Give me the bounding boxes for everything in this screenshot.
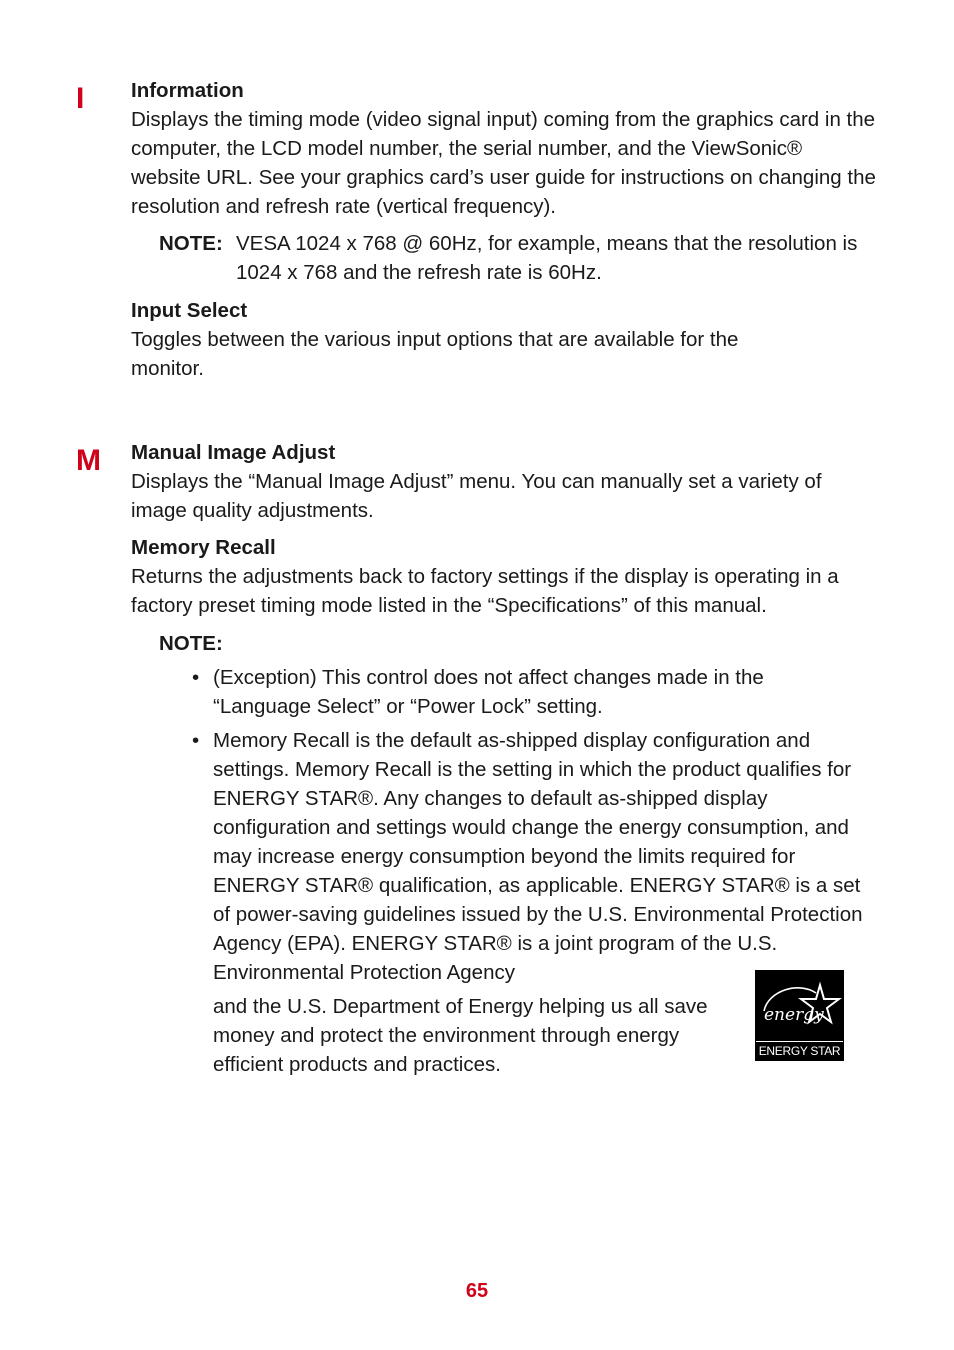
input-select-body: Toggles between the various input options that are available for the monitor.	[131, 328, 739, 380]
information-note	[159, 229, 879, 287]
energy-star-icon	[758, 973, 843, 1042]
note-label: NOTE:	[159, 632, 223, 655]
memory-recall-body: Returns the adjustments back to factory settings if the display is operating in a factory preset timing mode listed in the “Specifications” of this manual.	[131, 565, 839, 617]
information-heading: Information	[131, 79, 244, 102]
section-letter-m: M	[76, 444, 101, 477]
information-section	[131, 76, 879, 221]
note-text: VESA 1024 x 768 @ 60Hz, for example, means that the resolution is 1024 x 768 and the refresh rate is 60Hz.	[236, 232, 858, 284]
manual-image-adjust-body: Displays the “Manual Image Adjust” menu. You can manually set a variety of image quality adjustments.	[131, 470, 822, 522]
list-item: • Memory Recall is the default as-shipped display configuration and settings. Memory Recall is the setting in which the product qualifies for ENERGY STAR®. Any changes to default as-shipped display configuration and settings would change the energy consumption, and may increase energy consumption beyond the limits required for ENERGY STAR® qualification, as applicable. ENERGY STAR® is a set of power-saving guidelines issued by the U.S. Environmental Protection Agency (EPA). ENERGY STAR® is a joint program of the U.S. Environmental Protection Agency	[192, 729, 863, 984]
manual-image-adjust-heading: Manual Image Adjust	[131, 441, 336, 464]
information-body: Displays the timing mode (video signal input) coming from the graphics card in the computer, the LCD model number, the serial number, and the ViewSonic® website URL. See your graphics card’s user guide for instructions on changing the resolution and refresh rate (vertical frequency).	[131, 108, 876, 218]
energy-star-logo	[755, 970, 844, 1061]
page-number: 65	[465, 1280, 489, 1302]
energy-star-label: ENERGY STAR	[756, 1041, 843, 1060]
list-item: • (Exception) This control does not affect changes made in the “Language Select” or “Power Lock” setting.	[192, 666, 764, 718]
note-label: NOTE:	[159, 232, 223, 255]
section-letter-i: I	[76, 82, 85, 115]
manual-image-adjust-section	[131, 438, 879, 525]
list-item-continuation: and the U.S. Department of Energy helping us all save money and protect the environment through energy efficient products and practices.	[213, 995, 708, 1076]
memory-recall-heading: Memory Recall	[131, 536, 276, 559]
input-select-heading: Input Select	[131, 299, 248, 322]
input-select-section	[131, 296, 879, 383]
memory-recall-section	[131, 533, 879, 620]
energy-script-text: energy	[764, 1005, 824, 1025]
